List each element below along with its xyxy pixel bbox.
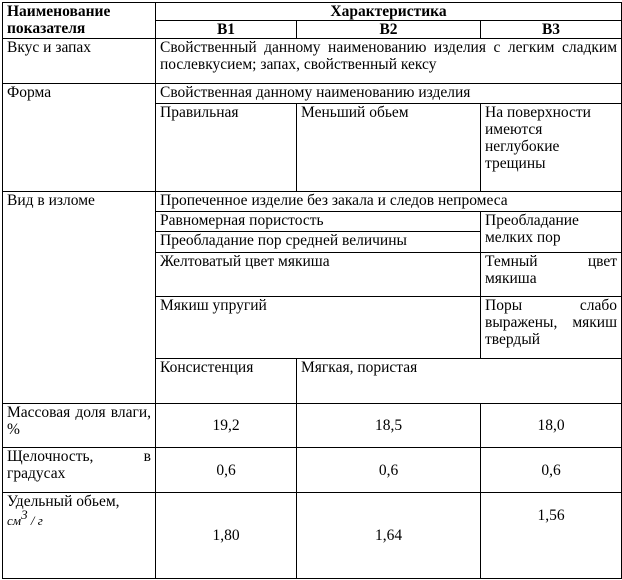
moisture-b3: 18,0 — [481, 404, 622, 448]
header-variant-b3: В3 — [481, 21, 622, 39]
volume-b3: 1,56 — [481, 493, 622, 579]
row-name-fracture: Вид в изломе — [3, 192, 156, 404]
alkalinity-b1: 0,6 — [156, 448, 297, 493]
fracture-common: Пропеченное изделие без закала и следов непромеса — [156, 192, 622, 212]
volume-label: Удельный обьем, — [7, 493, 120, 510]
volume-unit-tail: / г — [27, 513, 43, 528]
moisture-b2: 18,5 — [297, 404, 481, 448]
header-indicator: Наименование показателя — [3, 3, 156, 39]
header-variant-b2: В2 — [297, 21, 481, 39]
volume-unit-base: см — [7, 513, 22, 528]
row-name-taste: Вкус и запах — [3, 39, 156, 84]
row-name-shape: Форма — [3, 84, 156, 192]
moisture-b1: 19,2 — [156, 404, 297, 448]
volume-unit-exp: 3 — [21, 507, 28, 522]
fracture-b3-crumb: Поры слабо выражены, мякиш твердый — [481, 297, 622, 359]
fracture-b12-pores: Преобладание пор средней величины — [156, 232, 481, 253]
volume-b2: 1,64 — [297, 493, 481, 579]
header-characteristic: Характеристика — [156, 3, 622, 21]
shape-common: Свойственная данному наименованию изделия — [156, 84, 622, 104]
row-name-alkalinity: Щелочность, в градусах — [3, 448, 156, 493]
alkalinity-b3: 0,6 — [481, 448, 622, 493]
header-variant-b1: В1 — [156, 21, 297, 39]
alkalinity-b2: 0,6 — [297, 448, 481, 493]
fracture-b3-pores: Преобладание мелких пор — [481, 212, 622, 253]
shape-b2: Меньший обьем — [297, 104, 481, 192]
taste-value: Свойственный данному наименованию изделия с легким сладким послевкусием; запах, свойственный кексу — [156, 39, 622, 84]
volume-unit — [7, 507, 151, 529]
row-name-moisture: Массовая доля влаги, % — [3, 404, 156, 448]
shape-b3: На поверхности имеются неглубокие трещины — [481, 104, 622, 192]
shape-b1: Правильная — [156, 104, 297, 192]
row-name-volume — [3, 493, 156, 579]
characteristics-table — [2, 2, 622, 579]
consistency-b12: Мягкая, пористая — [297, 359, 622, 404]
fracture-b12-porosity: Равномерная пористость — [156, 212, 481, 232]
fracture-b12-crumb: Мякиш упругий — [156, 297, 481, 359]
row-name-consistency: Консистенция — [156, 359, 297, 404]
fracture-b12-color: Желтоватый цвет мякиша — [156, 253, 481, 297]
volume-b1: 1,80 — [156, 493, 297, 579]
fracture-b3-color: Темный цвет мякиша — [481, 253, 622, 297]
